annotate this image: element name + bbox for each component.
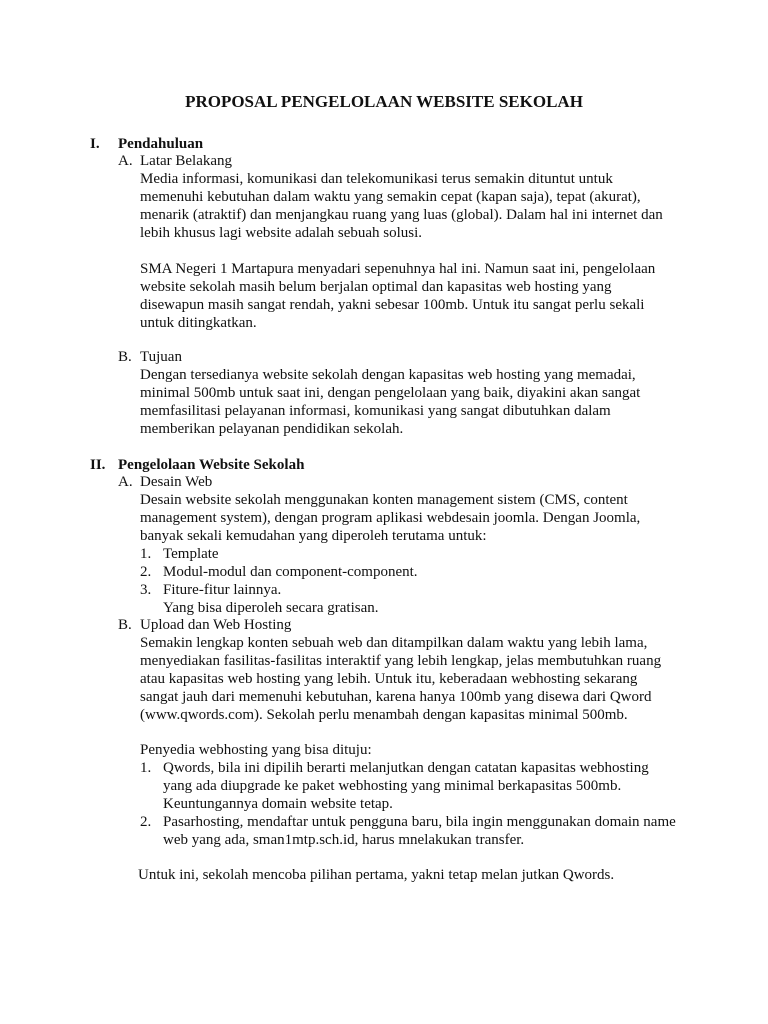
paragraph-line: atau kapasitas web hosting yang lebih. Untuk itu, keberadaan webhosting sekarang	[140, 671, 638, 687]
list-item-text: Pasarhosting, mendaftar untuk pengguna baru, bila ingin menggunakan domain name	[163, 814, 676, 830]
paragraph-line: sangat jauh dari memenuhi kebutuhan, karena hanya 100mb yang disewa dari Qword	[140, 689, 652, 705]
list-item-text: Modul-modul dan component-component.	[163, 564, 418, 580]
paragraph-line: Dengan tersedianya website sekolah dengan kapasitas web hosting yang memadai,	[140, 367, 636, 383]
list-item-text: Keuntungannya domain website tetap.	[163, 796, 393, 812]
list-item-text: Qwords, bila ini dipilih berarti melanjutkan dengan catatan kapasitas webhosting	[163, 760, 649, 776]
paragraph-line: memenuhi kebutuhan dalam waktu yang semakin cepat (kapan saja), tepat (akurat),	[140, 189, 641, 205]
paragraph-line: Penyedia webhosting yang bisa dituju:	[140, 742, 372, 758]
subsection-2a-letter: A.	[118, 474, 133, 490]
paragraph-line: lebih khusus lagi website adalah sebuah solusi.	[140, 225, 423, 241]
list-item-number: 1.	[140, 546, 152, 562]
paragraph-line: menarik (atraktif) dan menjangkau ruang yang luas (global). Dalam hal ini internet dan	[140, 207, 663, 223]
paragraph-line: memfasilitasi pelayanan informasi, komunikasi yang sangat dibutuhkan dalam	[140, 403, 611, 419]
paragraph-line: SMA Negeri 1 Martapura menyadari sepenuhnya hal ini. Namun saat ini, pengelolaan	[140, 261, 656, 277]
section-2-heading: Pengelolaan Website Sekolah	[118, 457, 305, 473]
subsection-2a-heading: Desain Web	[140, 474, 213, 490]
document-title: PROPOSAL PENGELOLAAN WEBSITE SEKOLAH	[185, 92, 583, 111]
list-item-text: Fiture-fitur lainnya.	[163, 582, 282, 598]
section-1-heading: Pendahuluan	[118, 136, 204, 152]
section-1-number: I.	[90, 136, 100, 152]
closing-sentence: Untuk ini, sekolah mencoba pilihan pertama, yakni tetap melan jutkan Qwords.	[138, 867, 615, 883]
paragraph-line: Media informasi, komunikasi dan telekomunikasi terus semakin dituntut untuk	[140, 171, 613, 187]
subsection-1a-heading: Latar Belakang	[140, 153, 233, 169]
list-item-number: 3.	[140, 582, 152, 598]
list-item-number: 2.	[140, 814, 152, 830]
paragraph-line: memberikan pelayanan pendidikan sekolah.	[140, 421, 404, 437]
list-item-text: yang ada diupgrade ke paket webhosting yang minimal berkapasitas 500mb.	[163, 778, 622, 794]
subsection-1b-letter: B.	[118, 349, 132, 365]
paragraph-line: website sekolah masih belum berjalan optimal dan kapasitas web hosting yang	[140, 279, 612, 295]
list-note: Yang bisa diperoleh secara gratisan.	[163, 600, 379, 616]
paragraph-line: menyediakan fasilitas-fasilitas interaktif yang lebih lengkap, jelas membutuhkan ruang	[140, 653, 662, 669]
paragraph-line: banyak sekali kemudahan yang diperoleh terutama untuk:	[140, 528, 487, 544]
paragraph-line: Desain website sekolah menggunakan konten management sistem (CMS, content	[140, 492, 628, 508]
subsection-2b-letter: B.	[118, 617, 132, 633]
list-item-text: Template	[163, 546, 219, 562]
paragraph-line: untuk ditingkatkan.	[140, 315, 257, 331]
paragraph-line: disewapun masih sangat rendah, yakni sebesar 100mb. Untuk itu sangat perlu sekali	[140, 297, 645, 313]
section-2-number: II.	[90, 457, 106, 473]
paragraph-line: Semakin lengkap konten sebuah web dan ditampilkan dalam waktu yang lebih lama,	[140, 635, 648, 651]
paragraph-line: (www.qwords.com). Sekolah perlu menambah dengan kapasitas minimal 500mb.	[140, 707, 628, 723]
paragraph-line: management system), dengan program aplikasi webdesain joomla. Dengan Joomla,	[140, 510, 641, 526]
subsection-1a-letter: A.	[118, 153, 133, 169]
list-item-number: 1.	[140, 760, 152, 776]
paragraph-line: minimal 500mb untuk saat ini, dengan pengelolaan yang baik, diyakini akan sangat	[140, 385, 641, 401]
list-item-number: 2.	[140, 564, 152, 580]
list-item-text: web yang ada, sman1mtp.sch.id, harus mnelakukan transfer.	[163, 832, 525, 848]
subsection-2b-heading: Upload dan Web Hosting	[140, 617, 292, 633]
subsection-1b-heading: Tujuan	[140, 349, 182, 365]
